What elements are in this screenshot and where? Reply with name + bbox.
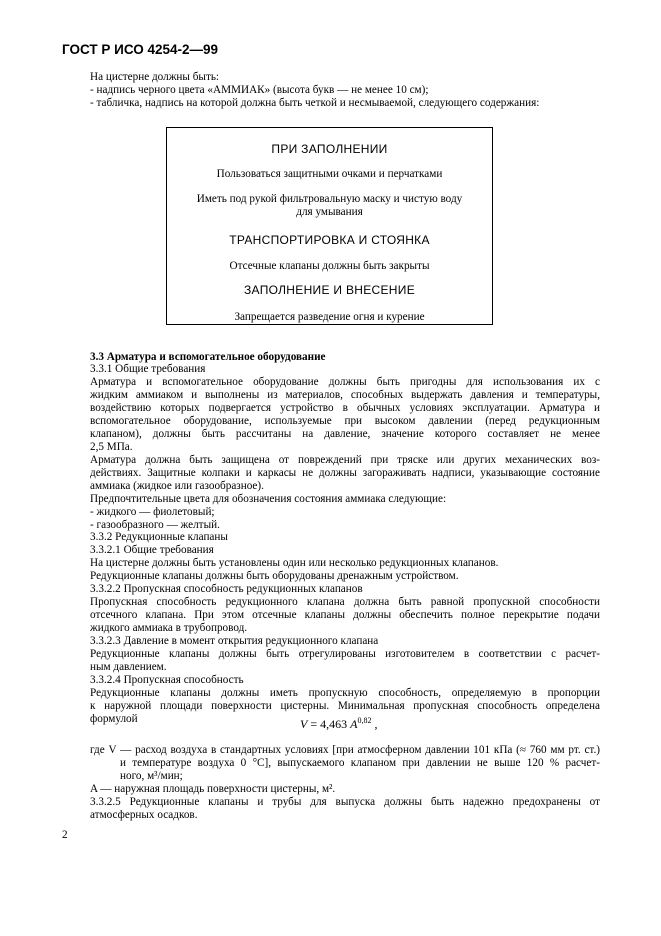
- formula: [300, 716, 377, 732]
- page-number: 2: [62, 829, 68, 841]
- paragraph-line: жидкого аммиака в трубопровод.: [90, 622, 248, 634]
- paragraph-line: 3.3.2.5 Редукционные клапаны и трубы для выпуска должны быть надежно предохранены от: [90, 796, 600, 808]
- plate-heading: ЗАПОЛНЕНИЕ И ВНЕСЕНИЕ: [243, 283, 415, 297]
- section-title: 3.3 Арматура и вспомогательное оборудование: [90, 351, 326, 363]
- subsection-title: 3.3.2.3 Давление в момент открытия редукционного клапана: [90, 635, 379, 647]
- formula-exponent: 0,82: [357, 716, 372, 725]
- formula-variable: A: [350, 717, 358, 731]
- plate-line: Отсечные клапаны должны быть закрыты: [229, 260, 430, 272]
- paragraph-line: отсечного клапана. При этом отсечные клапаны должны обеспечить полное перекрытие подачи: [90, 609, 600, 621]
- definition-line: A — наружная площадь поверхности цистерны, м².: [90, 783, 336, 795]
- definition-line: ного, м³/мин;: [120, 770, 183, 782]
- paragraph-line: аммиака (жидкое или газообразное).: [90, 480, 264, 492]
- formula-lhs: V: [300, 717, 308, 731]
- list-item: - жидкого — фиолетовый;: [90, 506, 215, 518]
- warning-plate: [166, 127, 493, 325]
- paragraph-line: клапаном), должны быть рассчитаны на давление, значение которого составляет не менее: [90, 428, 600, 440]
- paragraph-line: жидким аммиаком и выполнены из материалов, способных выдержать давления и температуры,: [90, 389, 600, 401]
- subsection-title: 3.3.2.4 Пропускная способность: [90, 674, 244, 686]
- intro-line: - надпись черного цвета «АММИАК» (высота букв — не менее 10 см);: [90, 84, 429, 96]
- subsection-title: 3.3.2 Редукционные клапаны: [90, 531, 228, 543]
- paragraph-line: Редукционные клапаны должны быть отрегулированы изготовителем в соответствии с расчет-: [90, 648, 600, 660]
- plate-line: Запрещается разведение огня и курение: [234, 311, 425, 323]
- formula-coefficient: = 4,463: [307, 717, 351, 731]
- paragraph-line: вспомогательное оборудование, используемые при высоком давлении (перед редукционным: [90, 415, 600, 427]
- paragraph-line: к наружной площади поверхности цистерны. Минимальная пропускная способность определена: [90, 700, 600, 712]
- document-header: ГОСТ Р ИСО 4254-2—99: [62, 42, 219, 57]
- paragraph-line: Редукционные клапаны должны иметь пропускную способность, определяемую в пропорции: [90, 687, 600, 699]
- plate-line: Пользоваться защитными очками и перчатками: [216, 168, 443, 180]
- plate-line: для умывания: [296, 206, 363, 218]
- list-item: - газообразного — желтый.: [90, 519, 220, 531]
- paragraph-line: Редукционные клапаны должны быть оборудованы дренажным устройством.: [90, 570, 459, 582]
- paragraph-line: ным давлением.: [90, 661, 167, 673]
- paragraph-line: На цистерне должны быть установлены один или несколько редукционных клапанов.: [90, 557, 499, 569]
- paragraph-line: Арматура и вспомогательное оборудование должны быть пригодны для использования их с: [90, 376, 600, 388]
- definition-line: где V — расход воздуха в стандартных условиях [при атмосферном давлении 101 кПа (≈ 760 мм рт. ст.): [90, 744, 600, 756]
- paragraph-line: формулой: [90, 713, 138, 725]
- paragraph-line: действиях. Защитные колпаки и каркасы не должны загораживать надписи, указывающие состояние: [90, 467, 600, 479]
- subsection-title: 3.3.1 Общие требования: [90, 363, 206, 375]
- paragraph-line: Предпочтительные цвета для обозначения состояния аммиака следующие:: [90, 493, 447, 505]
- formula-tail: ,: [371, 717, 378, 731]
- paragraph-line: воздействию которых подвергается устройство в обычных условиях эксплуатации. Арматура и: [90, 402, 600, 414]
- intro-line: На цистерне должны быть:: [90, 71, 220, 83]
- plate-line: Иметь под рукой фильтровальную маску и чистую воду: [196, 193, 463, 205]
- paragraph-line: Арматура должна быть защищена от повреждений при тряске или других механических воз-: [90, 454, 600, 466]
- definition-line: и температуре воздуха 0 °С], выпускаемого клапаном при давлении не выше 120 % расчет-: [120, 757, 600, 769]
- paragraph-line: Пропускная способность редукционного клапана должна быть равной пропускной способности: [90, 596, 600, 608]
- paragraph-line: атмосферных осадков.: [90, 809, 198, 821]
- plate-heading: ТРАНСПОРТИРОВКА И СТОЯНКА: [229, 233, 430, 247]
- plate-heading: ПРИ ЗАПОЛНЕНИИ: [271, 142, 388, 156]
- intro-line: - табличка, надпись на которой должна быть четкой и несмываемой, следующего содержания:: [90, 97, 540, 109]
- paragraph-line: 2,5 МПа.: [90, 441, 133, 453]
- subsection-title: 3.3.2.2 Пропускная способность редукционных клапанов: [90, 583, 363, 595]
- subsection-title: 3.3.2.1 Общие требования: [90, 544, 214, 556]
